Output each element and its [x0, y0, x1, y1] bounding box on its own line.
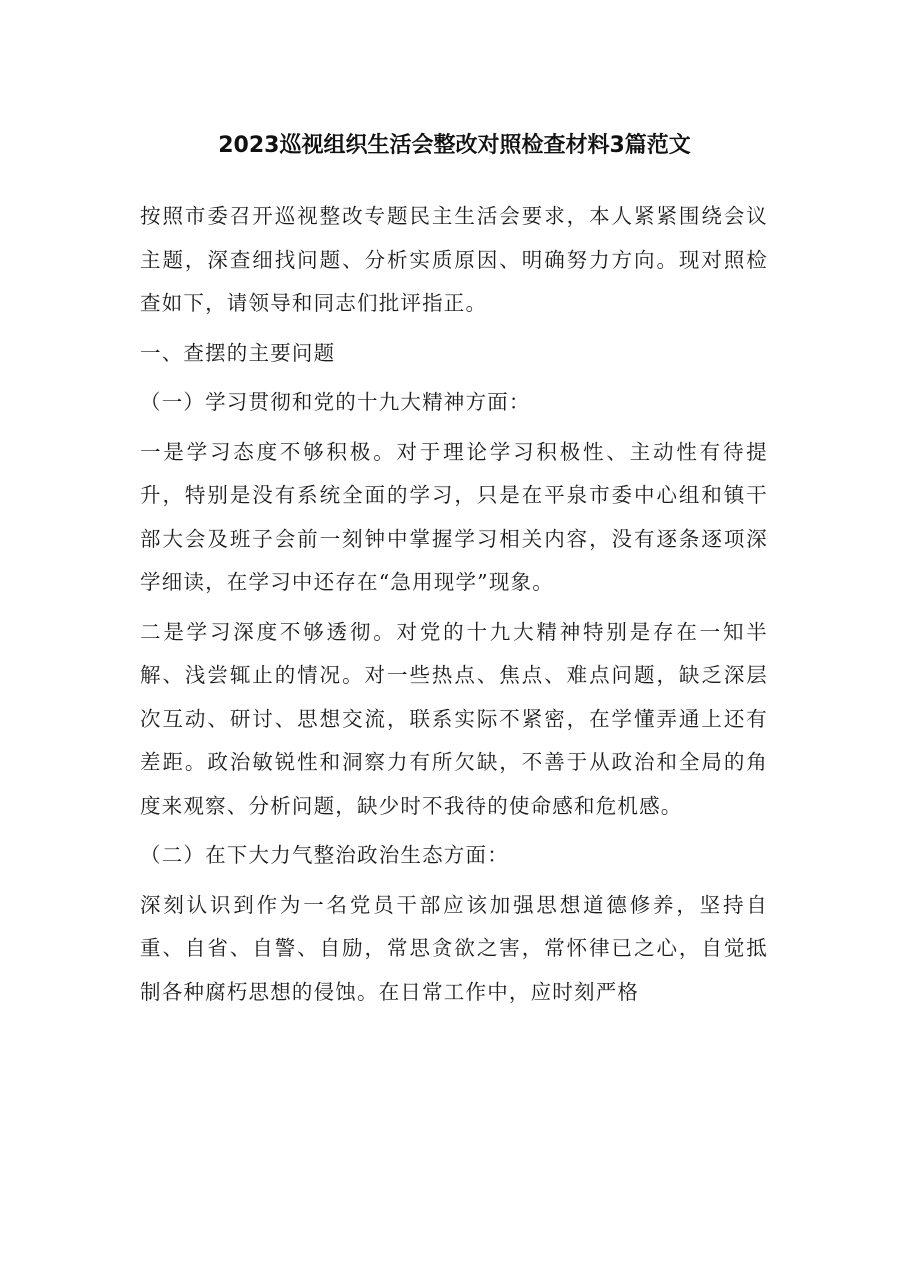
document-title: 2023巡视组织生活会整改对照检查材料3篇范文 [218, 133, 691, 158]
paragraph-intro: 按照市委召开巡视整改专题民主生活会要求，本人紧紧围绕会议主题，深查细找问题、分析实质原因、明确努力方向。现对照检查如下，请领导和同志们批评指正。 [140, 204, 768, 315]
paragraph-study-depth: 二是学习深度不够透彻。对党的十九大精神特别是存在一知半解、浅尝辄止的情况。对一些热点、焦点、难点问题，缺乏深层次互动、研讨、思想交流，联系实际不紧密，在学懂弄通上还有差距。政治敏锐性和洞察力有所欠缺，不善于从政治和全局的角度来观察、分析问题，缺少时不我待的使命感和危机感。 [140, 619, 768, 818]
paragraph-moral-cultivation: 深刻认识到作为一名党员干部应该加强思想道德修养，坚持自重、自省、自警、自励，常思贪欲之害，常怀律已之心，自觉抵制各种腐朽思想的侵蚀。在日常工作中，应时刻严格 [140, 892, 768, 1004]
subsection-heading-study: （一）学习贯彻和党的十九大精神方面： [140, 390, 531, 414]
subsection-heading-political-ecology: （二）在下大力气整治政治生态方面： [140, 843, 509, 867]
document-body [140, 195, 768, 1020]
section-heading-problems: 一、查摆的主要问题 [140, 340, 336, 365]
paragraph-study-attitude: 一是学习态度不够积极。对于理论学习积极性、主动性有待提升，特别是没有系统全面的学习，只是在平泉市委中心组和镇干部大会及班子会前一刻钟中掌握学习相关内容，没有逐条逐项深学细读，在学习中还存在“急用现学”现象。 [140, 439, 768, 594]
